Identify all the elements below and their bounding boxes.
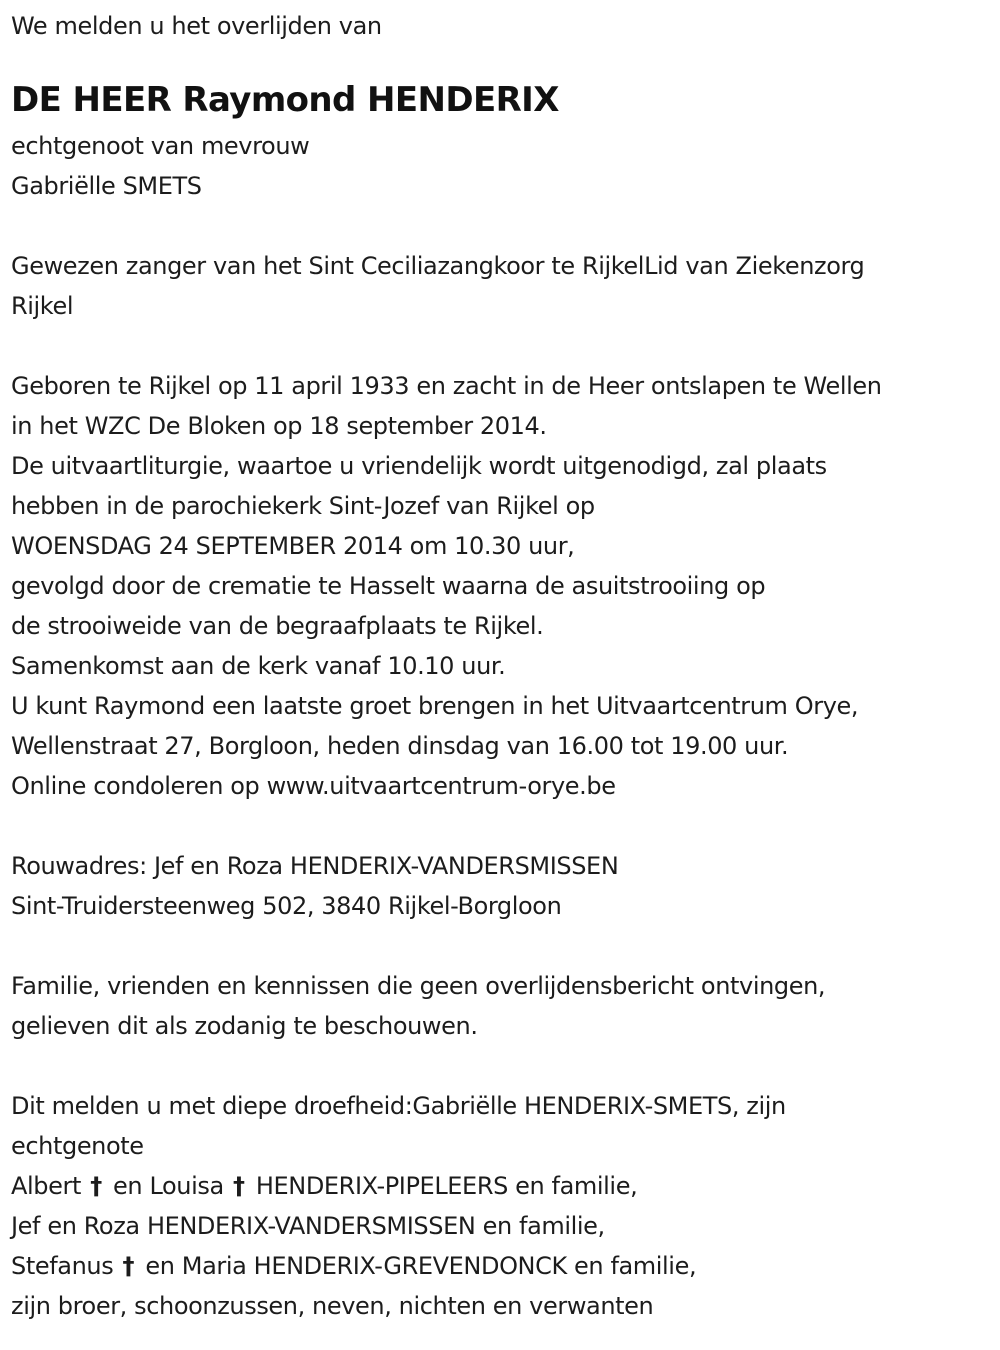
spacer bbox=[11, 206, 1000, 246]
details-line: Samenkomst aan de kerk vanaf 10.10 uur. bbox=[11, 652, 506, 680]
details-line: gevolgd door de crematie te Hasselt waarna de asuitstrooiing op bbox=[11, 572, 766, 600]
details-line: de strooiweide van de begraafplaats te Rijkel. bbox=[11, 612, 544, 640]
spacer bbox=[11, 926, 1000, 966]
family-member-name: Stefanus bbox=[11, 1252, 114, 1280]
cross-icon: † bbox=[233, 1172, 245, 1200]
mourning-address-line-1: Rouwadres: Jef en Roza HENDERIX-VANDERSMISSEN bbox=[11, 852, 619, 880]
notice-line-1: Familie, vrienden en kennissen die geen overlijdensbericht ontvingen, bbox=[11, 972, 826, 1000]
membership-line-1: Gewezen zanger van het Sint Ceciliazangkoor te RijkelLid van Ziekenzorg bbox=[11, 252, 865, 280]
family-member-name: en Louisa bbox=[113, 1172, 224, 1200]
details-line: hebben in de parochiekerk Sint-Jozef van Rijkel op bbox=[11, 492, 595, 520]
details-line: U kunt Raymond een laatste groet brengen in het Uitvaartcentrum Orye, bbox=[11, 692, 859, 720]
family-intro-line-2: echtgenote bbox=[11, 1132, 144, 1160]
family-member-albert bbox=[11, 1166, 1000, 1206]
details-line: in het WZC De Bloken op 18 september 2014. bbox=[11, 412, 547, 440]
spacer bbox=[11, 326, 1000, 366]
details-line: Wellenstraat 27, Borgloon, heden dinsdag van 16.00 tot 19.00 uur. bbox=[11, 732, 789, 760]
membership-line-2: Rijkel bbox=[11, 292, 74, 320]
cross-icon: † bbox=[90, 1172, 102, 1200]
family-member-stefanus bbox=[11, 1246, 1000, 1286]
deceased-name: DE HEER Raymond HENDERIX bbox=[11, 80, 559, 120]
spacer bbox=[11, 1046, 1000, 1086]
details-line: Geboren te Rijkel op 11 april 1933 en zacht in de Heer ontslapen te Wellen bbox=[11, 372, 882, 400]
intro-text: We melden u het overlijden van bbox=[11, 12, 382, 40]
mourning-address-line-2: Sint-Truidersteenweg 502, 3840 Rijkel-Borgloon bbox=[11, 892, 562, 920]
spouse-line-2: Gabriëlle SMETS bbox=[11, 172, 202, 200]
family-closing: zijn broer, schoonzussen, neven, nichten en verwanten bbox=[11, 1292, 654, 1320]
family-member-surname: en Maria HENDERIX-GREVENDONCK en familie, bbox=[145, 1252, 697, 1280]
family-member-surname: HENDERIX-PIPELEERS en familie, bbox=[255, 1172, 638, 1200]
details-line: De uitvaartliturgie, waartoe u vriendelijk wordt uitgenodigd, zal plaats bbox=[11, 452, 827, 480]
funeral-details bbox=[11, 366, 1000, 806]
spacer bbox=[11, 806, 1000, 846]
details-line: WOENSDAG 24 SEPTEMBER 2014 om 10.30 uur, bbox=[11, 532, 575, 560]
cross-icon: † bbox=[122, 1252, 135, 1280]
family-member-name: Albert bbox=[11, 1172, 81, 1200]
spouse-line-1: echtgenoot van mevrouw bbox=[11, 132, 310, 160]
spacer bbox=[11, 46, 1000, 74]
family-intro-line-1: Dit melden u met diepe droefheid:Gabriëlle HENDERIX-SMETS, zijn bbox=[11, 1092, 786, 1120]
family-member-jef: Jef en Roza HENDERIX-VANDERSMISSEN en familie, bbox=[11, 1212, 605, 1240]
details-line: Online condoleren op www.uitvaartcentrum-orye.be bbox=[11, 772, 616, 800]
notice-line-2: gelieven dit als zodanig te beschouwen. bbox=[11, 1012, 478, 1040]
